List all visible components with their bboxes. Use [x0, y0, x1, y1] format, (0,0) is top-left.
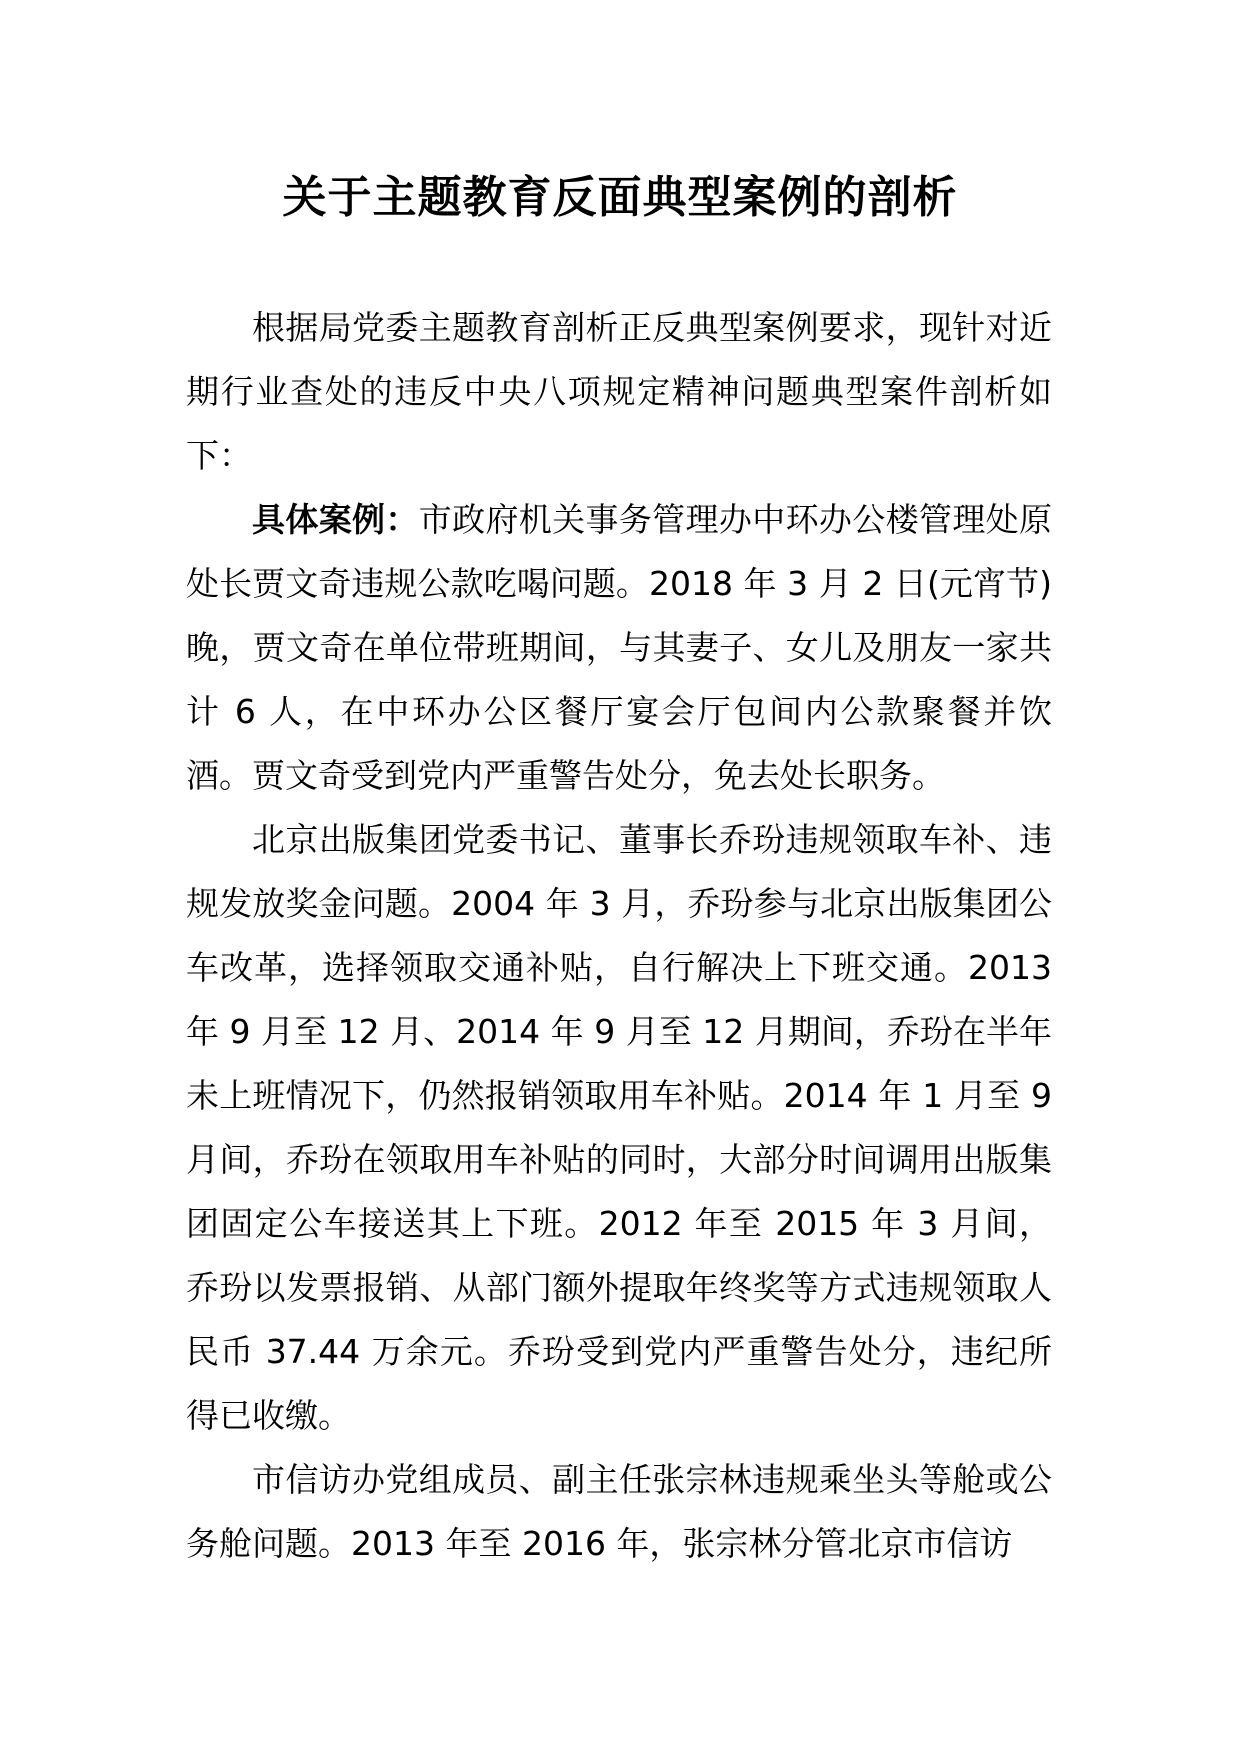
case-label: 具体案例： [252, 500, 419, 539]
page-title: 关于主题教育反面典型案例的剖析 [282, 172, 958, 223]
intro-paragraph: 根据局党委主题教育剖析正反典型案例要求，现针对近期行业查处的违反中央八项规定精神问题典型案件剖析如下： [186, 308, 1052, 475]
case-1-text: 市政府机关事务管理办中环办公楼管理处原处长贾文奇违规公款吃喝问题。2018 年 3 月 2 日(元宵节)晚，贾文奇在单位带班期间，与其妻子、女儿及朋友一家共计 6 人，在中环办公区餐厅宴会厅包间内公款聚餐并饮酒。贾文奇受到党内严重警告处分，免去处长职务。 [186, 500, 1053, 795]
case-paragraph-3: 市信访办党组成员、副主任张宗林违规乘坐头等舱或公务舱问题。2013 年至 2016 年，张宗林分管北京市信访 [186, 1460, 1052, 1563]
document-body [186, 296, 1052, 1576]
case-paragraph-1 [186, 488, 1052, 808]
case-paragraph-2: 北京出版集团党委书记、董事长乔玢违规领取车补、违规发放奖金问题。2004 年 3 月，乔玢参与北京出版集团公车改革，选择领取交通补贴，自行解决上下班交通。2013 年 9 月至 12 月、2014 年 9 月至 12 月期间，乔玢在半年未上班情况下，仍然报销领取用车补贴。2014 年 1 月至 9 月间，乔玢在领取用车补贴的同时，大部分时间调用出版集团固定公车接送其上下班。2012 年至 2015 年 3 月间，乔玢以发票报销、从部门额外提取年终奖等方式违规领取人民币 37.44 万余元。乔玢受到党内严重警告处分，违纪所得已收缴。 [186, 820, 1052, 1435]
